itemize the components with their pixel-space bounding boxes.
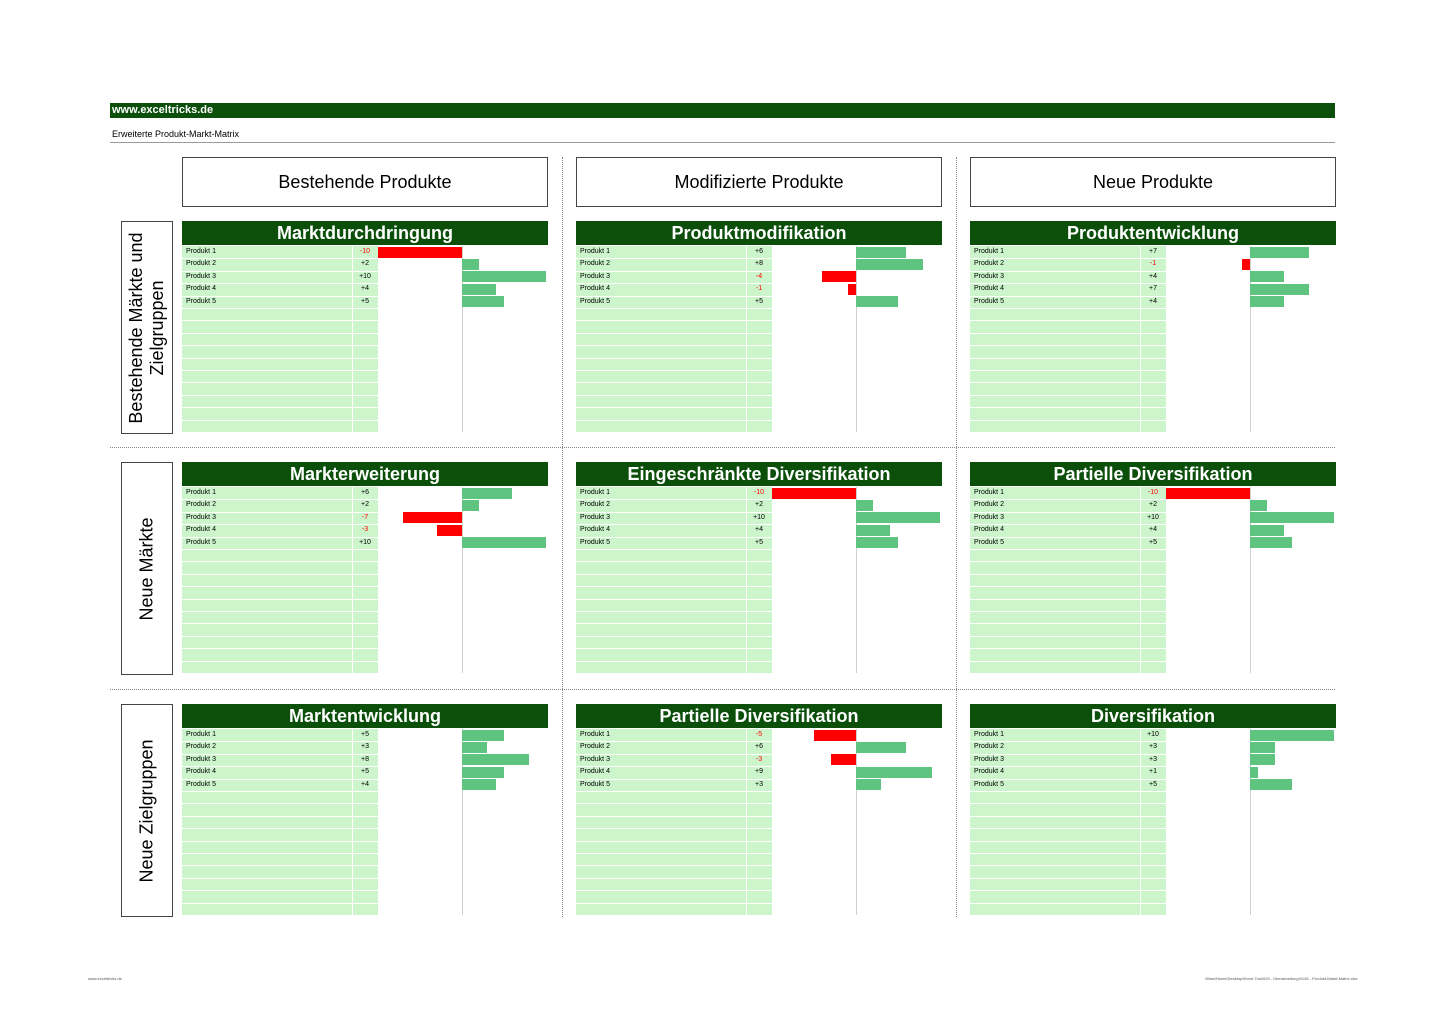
- product-value: +4: [1149, 272, 1157, 280]
- product-value: -10: [1147, 489, 1159, 496]
- table-row-line: [182, 865, 378, 866]
- table-column-separator: [746, 729, 747, 915]
- product-name: Produkt 3: [186, 513, 216, 521]
- table-row-line: [576, 382, 772, 383]
- product-value: +10: [1147, 731, 1159, 738]
- product-value: +3: [361, 743, 369, 751]
- product-name: Produkt 5: [186, 538, 216, 546]
- positive-bar: [462, 271, 546, 282]
- product-value: +10: [359, 538, 371, 546]
- table-row-line: [576, 561, 772, 562]
- positive-bar: [1250, 742, 1275, 753]
- product-value: +6: [755, 743, 763, 751]
- table-row-line: [576, 903, 772, 904]
- product-name: Produkt 3: [974, 755, 1004, 763]
- table-row-line: [576, 865, 772, 866]
- footer-left: www.exceltricks.de: [88, 976, 122, 981]
- row-label-1-text: Bestehende Märkte und Zielgruppen: [126, 231, 167, 424]
- product-name: Produkt 5: [186, 780, 216, 788]
- product-value: -7: [361, 513, 369, 521]
- product-name: Produkt 3: [186, 755, 216, 763]
- product-value: +6: [755, 248, 763, 255]
- positive-bar: [462, 259, 479, 270]
- table-row-line: [970, 661, 1166, 662]
- table-row-line: [182, 333, 378, 334]
- table-row-line: [182, 395, 378, 396]
- table-row-line: [970, 370, 1166, 371]
- table-row-line: [970, 345, 1166, 346]
- positive-bar: [1250, 767, 1258, 778]
- table-row-line: [182, 611, 378, 612]
- table-row-line: [182, 648, 378, 649]
- row-label-2-text: Neue Märkte: [136, 516, 157, 621]
- product-value: +4: [1149, 297, 1157, 305]
- table-row-line: [182, 791, 378, 792]
- table-row-line: [182, 828, 378, 829]
- site-banner: www.exceltricks.de: [110, 103, 1335, 118]
- table-row-line: [970, 308, 1166, 309]
- table-row-line: [970, 853, 1166, 854]
- table-row-line: [182, 420, 378, 421]
- table-row-line: [182, 561, 378, 562]
- table-row-line: [576, 586, 772, 587]
- product-value: -10: [359, 248, 371, 255]
- table-row-line: [182, 623, 378, 624]
- column-header-1: Bestehende Produkte: [182, 157, 548, 207]
- table-row-line: [970, 841, 1166, 842]
- table-row-line: [970, 803, 1166, 804]
- product-value: +3: [1149, 743, 1157, 751]
- negative-bar: [437, 525, 462, 536]
- footer-right: \\Mac\Home\Desktop\Excel-Tool\025 - Überarbeitung\0145 - Produkt-Markt-Matrix.xlsx: [1205, 976, 1358, 981]
- matrix-cell: [182, 221, 548, 433]
- table-column-separator: [1140, 729, 1141, 915]
- table-column-separator: [746, 246, 747, 432]
- table-row-line: [576, 358, 772, 359]
- column-header-2: Modifizierte Produkte: [576, 157, 942, 207]
- positive-bar: [462, 754, 529, 765]
- product-name: Produkt 5: [186, 297, 216, 305]
- positive-bar: [1250, 512, 1334, 523]
- table-row-line: [182, 841, 378, 842]
- cell-title: Markterweiterung: [182, 462, 548, 486]
- product-value: -10: [753, 489, 765, 496]
- table-row-line: [182, 308, 378, 309]
- product-value: +10: [1147, 513, 1159, 521]
- product-value: -3: [755, 755, 763, 763]
- positive-bar: [462, 742, 487, 753]
- product-name: Produkt 4: [580, 285, 610, 293]
- table-row-line: [576, 420, 772, 421]
- product-name: Produkt 2: [580, 260, 610, 268]
- table-row-line: [970, 648, 1166, 649]
- table-row-line: [182, 803, 378, 804]
- product-name: Produkt 4: [186, 526, 216, 534]
- product-name: Produkt 4: [974, 285, 1004, 293]
- column-header-3: Neue Produkte: [970, 157, 1336, 207]
- positive-bar: [1250, 271, 1284, 282]
- table-row-line: [576, 791, 772, 792]
- table-row-line: [576, 333, 772, 334]
- product-name: Produkt 2: [580, 743, 610, 751]
- negative-bar: [831, 754, 856, 765]
- product-name: Produkt 2: [580, 501, 610, 509]
- cell-title: Partielle Diversifikation: [970, 462, 1336, 486]
- positive-bar: [856, 512, 940, 523]
- matrix-cell: [970, 462, 1336, 674]
- negative-bar: [403, 512, 462, 523]
- positive-bar: [1250, 779, 1292, 790]
- product-value: +5: [361, 768, 369, 776]
- product-value: +10: [753, 513, 765, 521]
- negative-bar: [772, 488, 856, 499]
- table-row-line: [970, 611, 1166, 612]
- product-name: Produkt 4: [186, 285, 216, 293]
- product-name: Produkt 3: [580, 272, 610, 280]
- table-row-line: [576, 853, 772, 854]
- product-value: +5: [361, 731, 369, 738]
- table-row-line: [182, 345, 378, 346]
- row-label-3-text: Neue Zielgruppen: [136, 738, 157, 883]
- table-row-line: [576, 636, 772, 637]
- product-name: Produkt 5: [974, 297, 1004, 305]
- negative-bar: [848, 284, 856, 295]
- product-name: Produkt 1: [580, 731, 610, 738]
- table-row-line: [970, 599, 1166, 600]
- product-value: +3: [755, 780, 763, 788]
- page-subtitle: Erweiterte Produkt-Markt-Matrix: [112, 129, 240, 139]
- table-row-line: [970, 636, 1166, 637]
- product-name: Produkt 3: [186, 272, 216, 280]
- table-row-line: [576, 320, 772, 321]
- product-name: Produkt 3: [974, 272, 1004, 280]
- table-row-line: [576, 648, 772, 649]
- table-row-line: [576, 574, 772, 575]
- table-row-line: [576, 661, 772, 662]
- table-row-line: [970, 586, 1166, 587]
- table-row-line: [970, 865, 1166, 866]
- product-value: +5: [361, 297, 369, 305]
- table-column-separator: [352, 246, 353, 432]
- cell-title: Marktdurchdringung: [182, 221, 548, 245]
- table-row-line: [970, 549, 1166, 550]
- cell-title: Produktentwicklung: [970, 221, 1336, 245]
- table-row-line: [576, 828, 772, 829]
- positive-bar: [1250, 525, 1284, 536]
- table-row-line: [970, 333, 1166, 334]
- product-value: +5: [1149, 780, 1157, 788]
- matrix-cell: [182, 704, 548, 916]
- table-row-line: [576, 395, 772, 396]
- table-column-separator: [352, 729, 353, 915]
- product-value: +5: [755, 297, 763, 305]
- table-row-line: [576, 623, 772, 624]
- table-row-line: [970, 878, 1166, 879]
- positive-bar: [1250, 537, 1292, 548]
- positive-bar: [462, 488, 512, 499]
- table-row-line: [970, 828, 1166, 829]
- subtitle-rule: [110, 142, 1335, 143]
- product-value: +2: [1149, 501, 1157, 509]
- table-row-line: [970, 574, 1166, 575]
- product-name: Produkt 5: [580, 538, 610, 546]
- matrix-cell: [576, 462, 942, 674]
- positive-bar: [1250, 730, 1334, 741]
- cell-title: Eingeschränkte Diversifikation: [576, 462, 942, 486]
- table-row-line: [576, 549, 772, 550]
- table-row-line: [970, 791, 1166, 792]
- table-row-line: [970, 420, 1166, 421]
- positive-bar: [856, 537, 898, 548]
- positive-bar: [462, 284, 496, 295]
- product-name: Produkt 4: [974, 768, 1004, 776]
- table-row-line: [182, 636, 378, 637]
- product-value: -1: [755, 285, 763, 293]
- product-value: -1: [1149, 260, 1157, 268]
- product-value: +4: [361, 285, 369, 293]
- positive-bar: [856, 525, 890, 536]
- product-value: +5: [1149, 538, 1157, 546]
- product-name: Produkt 4: [186, 768, 216, 776]
- product-value: +4: [755, 526, 763, 534]
- product-name: Produkt 1: [580, 248, 610, 255]
- product-name: Produkt 5: [974, 538, 1004, 546]
- product-value: +2: [361, 260, 369, 268]
- product-name: Produkt 1: [974, 248, 1004, 255]
- product-name: Produkt 2: [974, 501, 1004, 509]
- table-row-line: [182, 816, 378, 817]
- matrix-cell: [182, 462, 548, 674]
- positive-bar: [1250, 500, 1267, 511]
- table-column-separator: [352, 487, 353, 673]
- positive-bar: [856, 259, 923, 270]
- column-divider-1: [562, 157, 563, 917]
- product-name: Produkt 4: [580, 526, 610, 534]
- positive-bar: [1250, 754, 1275, 765]
- table-row-line: [182, 661, 378, 662]
- product-value: +6: [361, 489, 369, 496]
- positive-bar: [462, 296, 504, 307]
- table-column-separator: [1140, 246, 1141, 432]
- product-name: Produkt 3: [580, 755, 610, 763]
- table-row-line: [182, 586, 378, 587]
- matrix-cell: [970, 221, 1336, 433]
- cell-title: Marktentwicklung: [182, 704, 548, 728]
- table-row-line: [182, 574, 378, 575]
- negative-bar: [1166, 488, 1250, 499]
- table-row-line: [576, 308, 772, 309]
- product-value: +5: [755, 538, 763, 546]
- table-row-line: [182, 890, 378, 891]
- bar-axis: [856, 729, 857, 915]
- matrix-cell: [970, 704, 1336, 916]
- table-row-line: [576, 803, 772, 804]
- table-row-line: [970, 903, 1166, 904]
- positive-bar: [1250, 296, 1284, 307]
- positive-bar: [856, 779, 881, 790]
- product-value: -5: [755, 731, 763, 738]
- product-name: Produkt 5: [974, 780, 1004, 788]
- table-row-line: [182, 320, 378, 321]
- negative-bar: [378, 247, 462, 258]
- row-label-3: [121, 704, 173, 917]
- table-row-line: [576, 599, 772, 600]
- table-row-line: [576, 841, 772, 842]
- row-label-1: [121, 221, 173, 434]
- product-name: Produkt 2: [186, 501, 216, 509]
- row-divider-2: [110, 689, 1335, 690]
- table-row-line: [970, 623, 1166, 624]
- table-row-line: [576, 611, 772, 612]
- product-value: +10: [359, 272, 371, 280]
- positive-bar: [856, 767, 932, 778]
- table-row-line: [970, 320, 1166, 321]
- positive-bar: [1250, 284, 1309, 295]
- product-value: +8: [361, 755, 369, 763]
- table-row-line: [970, 561, 1166, 562]
- product-value: +9: [755, 768, 763, 776]
- bar-axis: [462, 487, 463, 673]
- negative-bar: [822, 271, 856, 282]
- positive-bar: [462, 730, 504, 741]
- table-row-line: [970, 890, 1166, 891]
- positive-bar: [856, 296, 898, 307]
- positive-bar: [856, 742, 906, 753]
- product-value: +7: [1149, 248, 1157, 255]
- table-row-line: [182, 903, 378, 904]
- product-value: +1: [1149, 768, 1157, 776]
- table-row-line: [970, 395, 1166, 396]
- column-divider-2: [956, 157, 957, 917]
- product-name: Produkt 1: [974, 731, 1004, 738]
- product-name: Produkt 3: [580, 513, 610, 521]
- table-row-line: [576, 407, 772, 408]
- product-name: Produkt 3: [974, 513, 1004, 521]
- row-divider-1: [110, 447, 1335, 448]
- product-value: +2: [361, 501, 369, 509]
- table-row-line: [182, 358, 378, 359]
- table-column-separator: [1140, 487, 1141, 673]
- table-row-line: [182, 878, 378, 879]
- product-value: +4: [1149, 526, 1157, 534]
- cell-title: Partielle Diversifikation: [576, 704, 942, 728]
- table-row-line: [182, 549, 378, 550]
- product-name: Produkt 1: [186, 489, 216, 496]
- product-name: Produkt 1: [580, 489, 610, 496]
- row-label-2: [121, 462, 173, 675]
- cell-title: Diversifikation: [970, 704, 1336, 728]
- table-row-line: [576, 878, 772, 879]
- table-row-line: [576, 816, 772, 817]
- product-name: Produkt 2: [974, 743, 1004, 751]
- product-value: -3: [361, 526, 369, 534]
- product-name: Produkt 5: [580, 297, 610, 305]
- table-row-line: [576, 345, 772, 346]
- table-row-line: [970, 816, 1166, 817]
- positive-bar: [462, 500, 479, 511]
- table-row-line: [182, 599, 378, 600]
- positive-bar: [462, 537, 546, 548]
- product-name: Produkt 5: [580, 780, 610, 788]
- table-row-line: [182, 382, 378, 383]
- table-row-line: [576, 370, 772, 371]
- table-row-line: [182, 853, 378, 854]
- positive-bar: [1250, 247, 1309, 258]
- table-column-separator: [746, 487, 747, 673]
- positive-bar: [462, 779, 496, 790]
- table-row-line: [970, 407, 1166, 408]
- product-name: Produkt 1: [186, 731, 216, 738]
- table-row-line: [182, 370, 378, 371]
- matrix-cell: [576, 704, 942, 916]
- product-name: Produkt 4: [580, 768, 610, 776]
- positive-bar: [462, 767, 504, 778]
- negative-bar: [1242, 259, 1250, 270]
- product-value: +7: [1149, 285, 1157, 293]
- bar-axis: [856, 246, 857, 432]
- product-value: +3: [1149, 755, 1157, 763]
- product-name: Produkt 2: [974, 260, 1004, 268]
- product-name: Produkt 4: [974, 526, 1004, 534]
- product-value: +4: [361, 780, 369, 788]
- product-value: -4: [755, 272, 763, 280]
- positive-bar: [856, 500, 873, 511]
- product-value: +8: [755, 260, 763, 268]
- cell-title: Produktmodifikation: [576, 221, 942, 245]
- table-row-line: [970, 358, 1166, 359]
- product-name: Produkt 2: [186, 743, 216, 751]
- product-name: Produkt 1: [186, 248, 216, 255]
- product-name: Produkt 2: [186, 260, 216, 268]
- table-row-line: [182, 407, 378, 408]
- table-row-line: [576, 890, 772, 891]
- product-value: +2: [755, 501, 763, 509]
- negative-bar: [814, 730, 856, 741]
- matrix-cell: [576, 221, 942, 433]
- table-row-line: [970, 382, 1166, 383]
- product-name: Produkt 1: [974, 489, 1004, 496]
- positive-bar: [856, 247, 906, 258]
